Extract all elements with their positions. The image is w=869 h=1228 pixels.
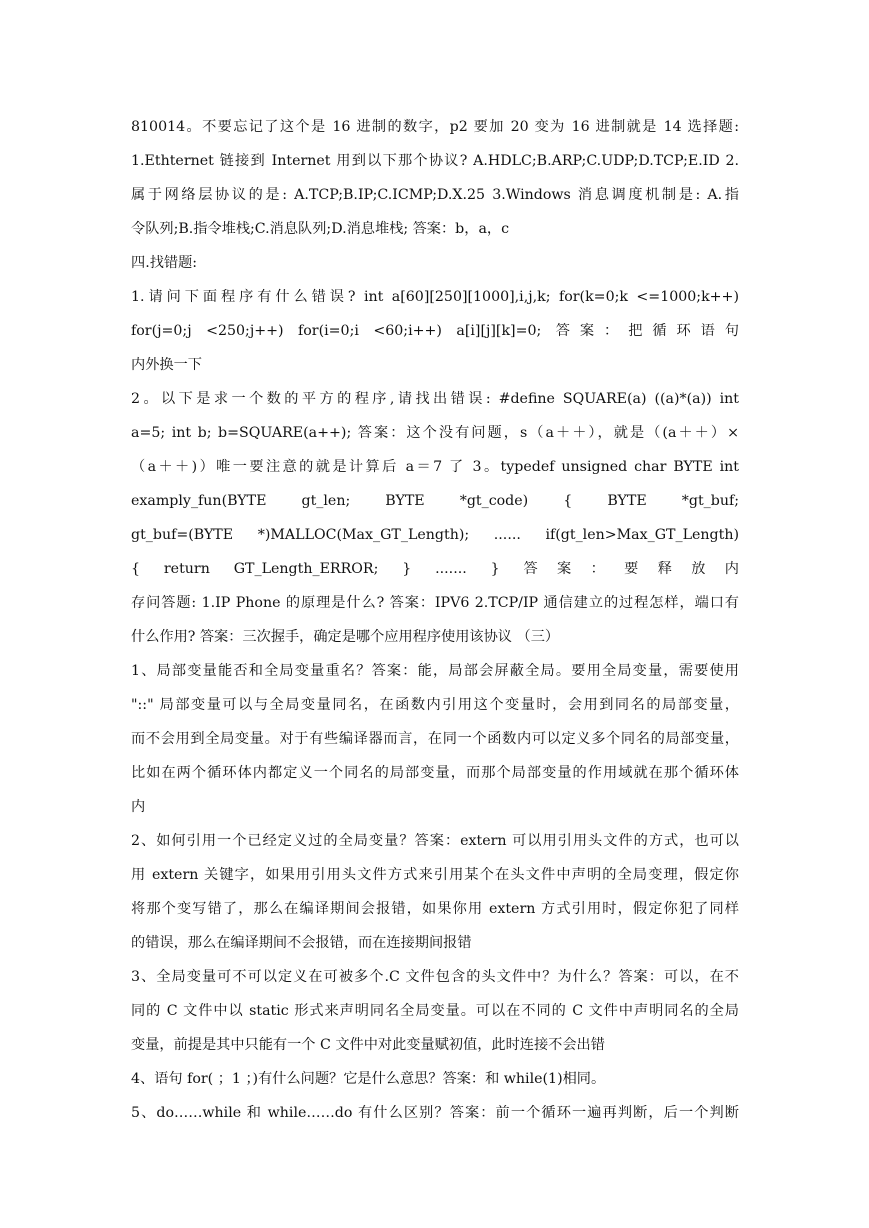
- text-line: （a＋＋)）唯一要注意的就是计算后 a＝7 了 3。typedef unsigned char BYTE int: [131, 459, 739, 475]
- text-line: 810014。不要忘记了这个是 16 进制的数字，p2 要加 20 变为 16 进制就是 14 选择题:: [131, 119, 739, 135]
- text-line: examply_fun(BYTE gt_len; BYTE *gt_code) { BYTE *gt_buf;: [131, 493, 739, 509]
- text-line: 比如在两个循环体内都定义一个同名的局部变量，而那个局部变量的作用域就在那个循环体: [131, 765, 739, 781]
- text-line: 内外换一下: [131, 357, 202, 373]
- text-line: 同的 C 文件中以 static 形式来声明同名全局变量。可以在不同的 C 文件中声明同名的全局: [131, 1003, 739, 1019]
- text-line: 5、do……while 和 while……do 有什么区别？答案：前一个循环一遍再判断，后一个判断: [131, 1105, 739, 1121]
- document-body: [131, 110, 739, 1130]
- text-line: a=5; int b; b=SQUARE(a++); 答案：这个没有问题，s（a＋＋），就是（(a＋＋）×: [131, 425, 739, 441]
- text-line: 1.请问下面程序有什么错误? int a[60][250][1000],i,j,k; for(k=0;k <=1000;k++): [131, 289, 739, 305]
- text-line: 2。以下是求一个数的平方的程序,请找出错误: #define SQUARE(a) ((a)*(a)) int: [131, 391, 739, 407]
- text-line: for(j=0;j <250;j++) for(i=0;i <60;i++) a[i][j][k]=0; 答案：把循环语句: [131, 323, 739, 339]
- section-heading: 四.找错题:: [131, 255, 198, 271]
- text-line: { return GT_Length_ERROR; } ....... } 答案：要释放内: [131, 561, 739, 577]
- text-line: 令队列;B.指令堆栈;C.消息队列;D.消息堆栈; 答案：b，a，c: [131, 221, 510, 237]
- text-line: 4、语句 for( ；1 ；)有什么问题？它是什么意思？答案：和 while(1)相同。: [131, 1071, 606, 1087]
- text-line: gt_buf=(BYTE *)MALLOC(Max_GT_Length); ...... if(gt_len>Max_GT_Length): [131, 527, 739, 543]
- text-line: 用 extern 关键字，如果用引用头文件方式来引用某个在头文件中声明的全局变理，假定你: [131, 867, 739, 883]
- text-line: 存问答题: 1.IP Phone 的原理是什么? 答案：IPV6 2.TCP/IP 通信建立的过程怎样，端口有: [131, 595, 739, 611]
- text-line: 而不会用到全局变量。对于有些编译器而言，在同一个函数内可以定义多个同名的局部变量，: [131, 731, 739, 747]
- text-line: "::" 局部变量可以与全局变量同名，在函数内引用这个变量时，会用到同名的局部变量，: [131, 697, 739, 713]
- text-line: 什么作用? 答案：三次握手，确定是哪个应用程序使用该协议 （三）: [131, 629, 560, 645]
- text-line: 属于网络层协议的是: A.TCP;B.IP;C.ICMP;D.X.25 3.Windows 消息调度机制是: A.指: [131, 187, 739, 203]
- text-line: 的错误，那么在编译期间不会报错，而在连接期间报错: [131, 935, 472, 951]
- text-line: 将那个变写错了，那么在编译期间会报错，如果你用 extern 方式引用时，假定你犯了同样: [131, 901, 739, 917]
- text-line: 1.Ethternet 链接到 Internet 用到以下那个协议? A.HDLC;B.ARP;C.UDP;D.TCP;E.ID 2.: [131, 153, 739, 169]
- text-line: 变量，前提是其中只能有一个 C 文件中对此变量赋初值，此时连接不会出错: [131, 1037, 605, 1053]
- text-line: 2、如何引用一个已经定义过的全局变量？答案：extern 可以用引用头文件的方式，也可以: [131, 833, 739, 849]
- text-line: 内: [131, 799, 146, 815]
- text-line: 1、局部变量能否和全局变量重名？答案：能，局部会屏蔽全局。要用全局变量，需要使用: [131, 663, 739, 679]
- text-line: 3、全局变量可不可以定义在可被多个.C 文件包含的头文件中？为什么？答案：可以，在不: [131, 969, 739, 985]
